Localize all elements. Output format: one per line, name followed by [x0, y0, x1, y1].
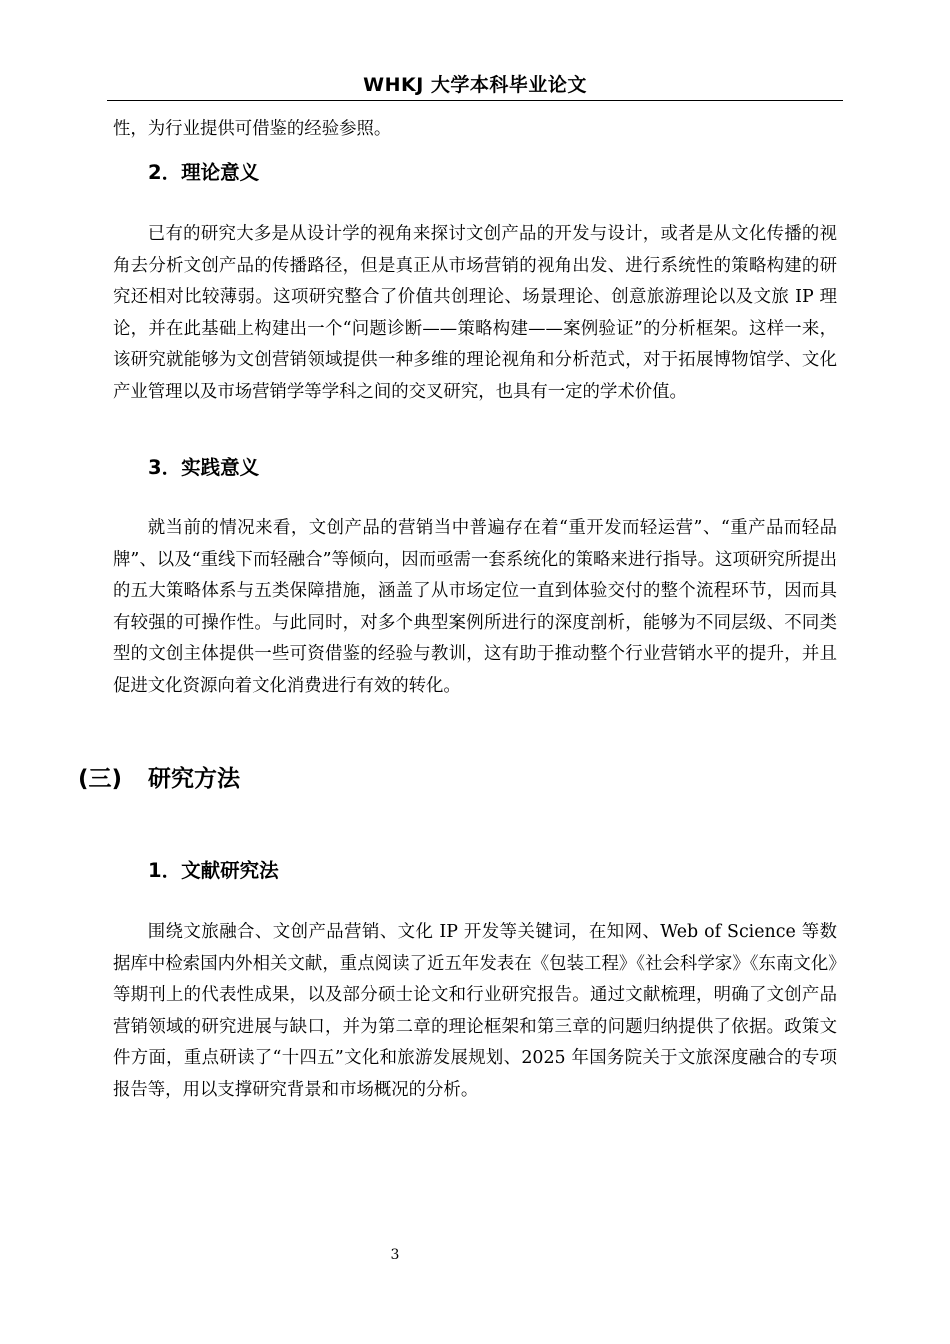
paragraph-theoretical-significance: 已有的研究大多是从设计学的视角来探讨文创产品的开发与设计，或者是从文化传播的视角去分析文创产品的传播路径，但是真正从市场营销的视角出发、进行系统性的策略构建的研究还相对比较薄弱。这项研究整合了价值共创理论、场景理论、创意旅游理论以及文旅 IP 理论，并在此基础上构建出一个“问题诊断——策略构建——案例验证”的分析框架。这样一来，该研究就能够为文创营销领域提供一种多维的理论视角和分析范式，对于拓展博物馆学、文化产业管理以及市场营销学等学科之间的交叉研究，也具有一定的学术价值。 [113, 224, 837, 402]
chapter-heading-research-methods [78, 763, 240, 795]
section-heading-literature-research: 1．文献研究法 [148, 859, 279, 882]
chapter-number: (三) [78, 766, 123, 792]
paragraph-literature-research: 围绕文旅融合、文创产品营销、文化 IP 开发等关键词，在知网、Web of Science 等数据库中检索国内外相关文献，重点阅读了近五年发表在《包装工程》《社会科学家》《东南文化》等期刊上的代表性成果，以及部分硕士论文和行业研究报告。通过文献梳理，明确了文创产品营销领域的研究进展与缺口，并为第二章的理论框架和第三章的问题归纳提供了依据。政策文件方面，重点研读了“十四五”文化和旅游发展规划、2025 年国务院关于文旅深度融合的专项报告等，用以支撑研究背景和市场概况的分析。 [113, 922, 837, 1100]
section-heading-theoretical-significance: 2．理论意义 [148, 161, 260, 184]
paragraph-practical-significance: 就当前的情况来看，文创产品的营销当中普遍存在着“重开发而轻运营”、“重产品而轻品牌”、以及“重线下而轻融合”等倾向，因而亟需一套系统化的策略来进行指导。这项研究所提出的五大策略体系与五类保障措施，涵盖了从市场定位一直到体验交付的整个流程环节，因而具有较强的可操作性。与此同时，对多个典型案例所进行的深度剖析，能够为不同层级、不同类型的文创主体提供一些可资借鉴的经验与教训，这有助于推动整个行业营销水平的提升，并且促进文化资源向着文化消费进行有效的转化。 [113, 518, 837, 696]
header-title: WHKJ 大学本科毕业论文 [363, 74, 587, 96]
continuation-paragraph: 性，为行业提供可借鉴的经验参照。 [113, 119, 392, 139]
page-header [107, 70, 843, 101]
chapter-title: 研究方法 [148, 766, 240, 792]
section-heading-practical-significance: 3．实践意义 [148, 456, 260, 479]
page-number: 3 [390, 1247, 400, 1263]
